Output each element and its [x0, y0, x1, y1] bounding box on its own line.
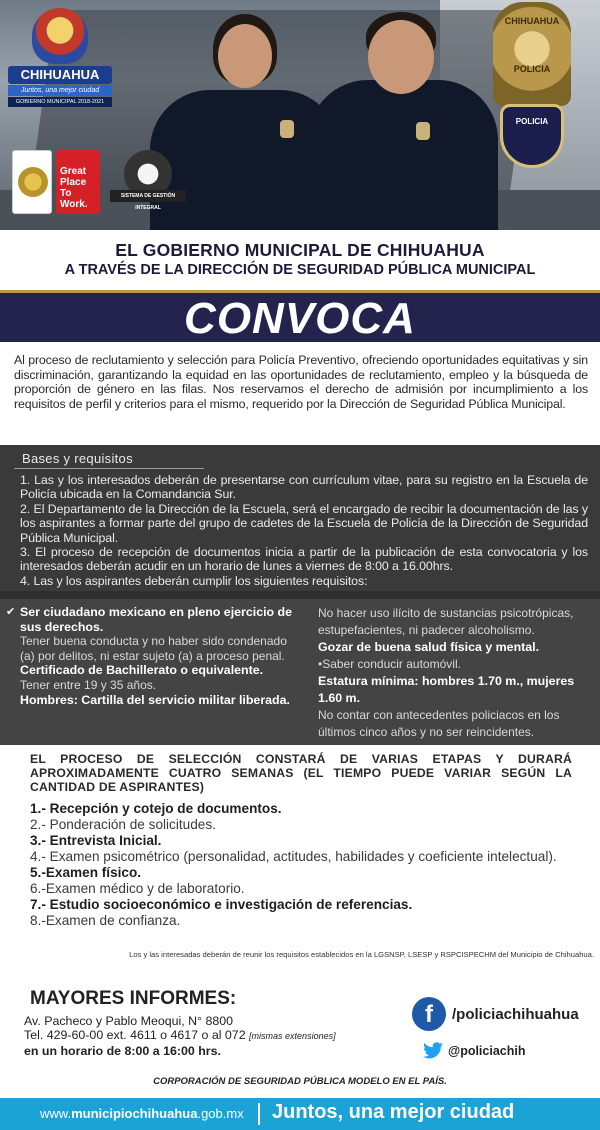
footer-slogan: Juntos, una mejor ciudad [272, 1101, 515, 1123]
bases-point: 1. Las y los interesados deberán de presentarse con currículum vitae, para su registro en la Escuela de Policía ubicada en la Comandancia Sur. [20, 473, 588, 502]
website-link[interactable]: www.municipiochihuahua.gob.mx [40, 1106, 244, 1121]
step-item: 5.-Examen físico. [30, 865, 142, 880]
twitter-icon[interactable] [422, 1042, 444, 1060]
check-icon: ✔ [6, 606, 16, 618]
contact-address: Av. Pacheco y Pablo Meoqui, N° 8800 Tel. 429-60-00 ext. 4611 o 4617 o al 072 [mismas extensiones] en un horario de 8:00 a 16:00 hrs. [24, 1014, 336, 1058]
contact-title: MAYORES INFORMES: [30, 988, 237, 1009]
sgi-certification-logo: SISTEMA DE GESTIÓN INTEGRAL [110, 150, 186, 216]
seleccion-title: EL PROCESO DE SELECCIÓN CONSTARÁ DE VARIAS ETAPAS Y DURARÁ APROXIMADAMENTE CUATRO SEMANAS (EL TIEMPO PUEDE VARIAR SEGÚN LA CANTIDAD DE ASPIRANTES) [30, 752, 572, 794]
facebook-handle[interactable]: /policiachihuahua [452, 1006, 579, 1023]
step-item: 1.- Recepción y cotejo de documentos. [30, 801, 282, 816]
step-item: 4.- Examen psicométrico (personalidad, actitudes, habilidades y coeficiente intelectual). [30, 849, 557, 864]
header-line-1: EL GOBIERNO MUNICIPAL DE CHIHUAHUA [115, 240, 485, 260]
bases-point: 4. Las y los aspirantes deberán cumplir los siguientes requisitos: [20, 573, 368, 588]
certification-seal-icon [12, 150, 52, 214]
hero-banner [0, 0, 600, 230]
step-item: 3.- Entrevista Inicial. [30, 833, 162, 848]
seleccion-steps [30, 801, 590, 929]
requisitos-left: ✔ Ser ciudadano mexicano en pleno ejercicio de sus derechos. Tener buena conducta y no haber sido condenado (a) por delitos, ni estar sujeto (a) a proceso penal. Certificado de Bachillerato o equivalente. Tener entre 19 y 35 años. Hombres: Cartilla del servicio militar liberada. [6, 605, 292, 707]
step-item: 7.- Estudio socioeconómico e investigación de referencias. [30, 897, 413, 912]
bases-list [20, 473, 588, 588]
bases-title: Bases y requisitos [22, 451, 133, 466]
footer-bar [0, 1098, 600, 1130]
legal-note: Los y las interesadas deberán de reunir los requisitos establecidos en la LGSNSP, LSESP y RSPCISPECHM del Municipio de Chihuahua. [129, 950, 594, 959]
great-place-to-work-logo: Great Place To Work. [56, 150, 100, 214]
step-item: 2.- Ponderación de solicitudes. [30, 817, 216, 832]
convoca-banner [0, 290, 600, 342]
requisitos-panel [0, 599, 600, 745]
bases-section [0, 445, 600, 745]
step-item: 6.-Examen médico y de laboratorio. [30, 881, 245, 896]
header-line-2: A TRAVÉS DE LA DIRECCIÓN DE SEGURIDAD PÚBLICA MUNICIPAL [64, 262, 536, 278]
twitter-handle[interactable]: @policiachih [448, 1044, 526, 1058]
convoca-title: CONVOCA [184, 294, 416, 343]
officer-male [308, 10, 498, 230]
corporation-slogan: CORPORACIÓN DE SEGURIDAD PÚBLICA MODELO EN EL PAÍS. [153, 1076, 447, 1087]
bases-point: 3. El proceso de recepción de documentos inicia a partir de la publicación de esta convocatoria y los interesados deberán acudir en un horario de lunes a viernes de 8:00 a 16.00hrs. [20, 545, 588, 574]
bases-point: 2. El Departamento de la Dirección de la Escuela, será el encargado de recibir la documentación de las y los aspirantes a formar parte del grupo de cadetes de la Escuela de Policía de la Dirección de Seguridad Pública Municipal. [20, 501, 588, 545]
facebook-icon[interactable]: f [412, 997, 446, 1031]
step-item: 8.-Examen de confianza. [30, 913, 181, 928]
chihuahua-logo: CHIHUAHUA Juntos, una mejor ciudad GOBIERNO MUNICIPAL 2018-2021 [8, 8, 112, 108]
requisitos-right: No hacer uso ilícito de sustancias psicotrópicas, estupefacientes, ni padecer alcoholismo. Gozar de buena salud física y mental. •Saber conducir automóvil. Estatura mínima: hombres 1.70 m., mujeres 1.60 m. No contar con antecedentes policiacos en los últimos cinco años y no ser reincidentes. [318, 606, 575, 739]
crest-icon [32, 8, 88, 64]
police-badge-icon: CHIHUAHUA POLICIA [493, 2, 571, 106]
police-academy-badge-icon: POLICIA [500, 104, 564, 168]
intro-paragraph: Al proceso de reclutamiento y selección para Policía Preventivo, ofreciendo oportunidades equitativas y sin discriminación, garantizando la equidad en las oportunidades de reclutamiento, empleo y la búsqueda de proporción de género en las filas. Nos reservamos el derecho de admisión por incumplimiento a los requisitos de perfil y criterios para el mismo, requerido por la Dirección de Seguridad Pública Municipal. [14, 353, 588, 411]
